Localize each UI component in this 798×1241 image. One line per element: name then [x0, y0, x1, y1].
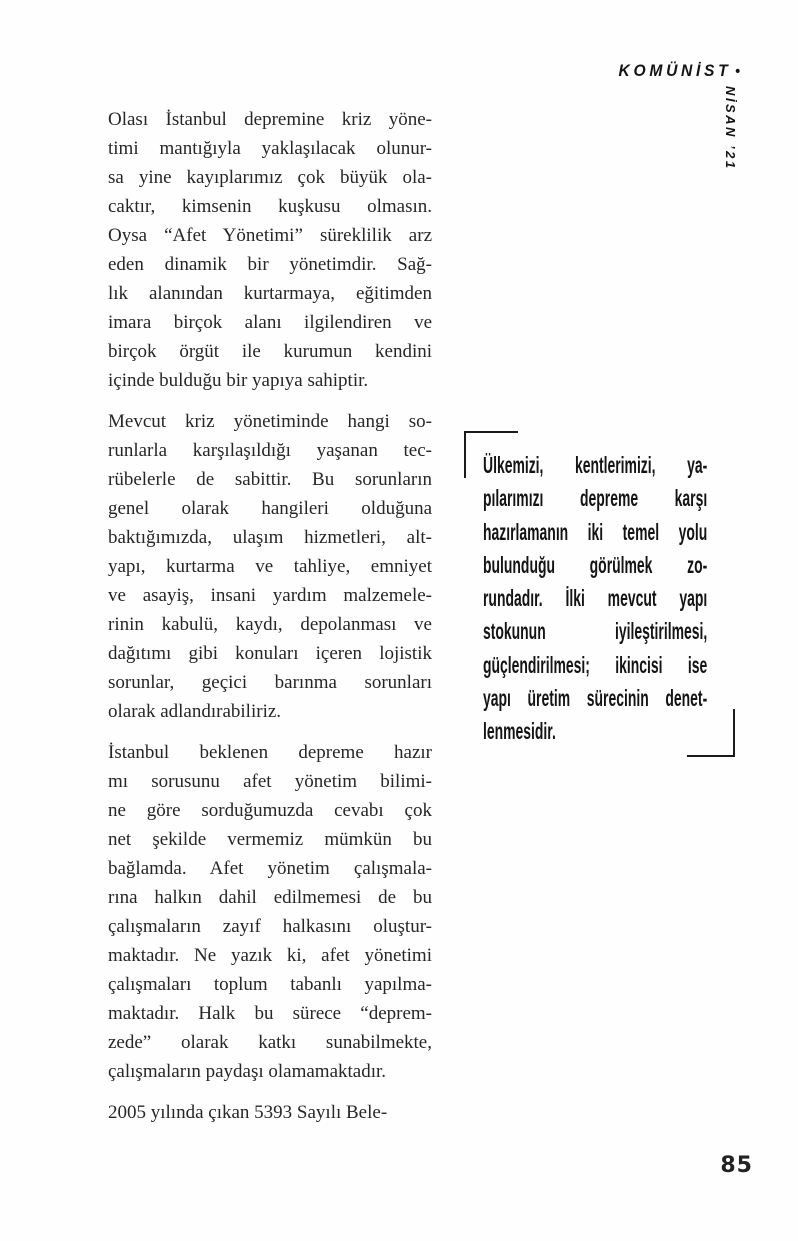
text-line: eden dinamik bir yönetimdir. Sağ-: [108, 254, 432, 275]
text-line: çalışmaları toplum tabanlı yapılma-: [108, 974, 432, 995]
quote-line: güçlendirilmesi; ikincisi ise: [483, 651, 708, 678]
issue-date: NİSAN ’21: [723, 86, 738, 171]
quote-line: yapı üretim sürecinin denet-: [483, 685, 708, 712]
text-line: caktır, kimsenin kuşkusu olmasın.: [108, 196, 432, 217]
paragraph-3: [108, 738, 432, 1086]
text-line: Mevcut kriz yönetiminde hangi so-: [108, 411, 432, 432]
text-line: maktadır. Ne yazık ki, afet yönetimi: [108, 945, 432, 966]
text-line: Oysa “Afet Yönetimi” süreklilik arz: [108, 225, 432, 246]
pull-quote: [483, 449, 707, 749]
quote-line: Ülkemizi, kentlerimizi, ya-: [483, 452, 708, 478]
text-line: zede” olarak katkı sunabilmekte,: [108, 1032, 432, 1053]
text-line: bağlamda. Afet yönetim çalışmala-: [108, 858, 432, 879]
masthead-bullet: •: [735, 63, 740, 80]
text-line: Olası İstanbul depremine kriz yöne-: [108, 109, 432, 130]
quote-line: lenmesidir.: [483, 718, 556, 745]
text-line: İstanbul beklenen depreme hazır: [108, 742, 432, 763]
text-line: ve asayiş, insani yardım malzemele-: [108, 585, 432, 606]
article-body: [108, 105, 432, 1139]
text-line: yapı, kurtarma ve tahliye, emniyet: [108, 556, 432, 577]
magazine-title: KOMÜNİST: [618, 61, 732, 80]
text-line: lık alanından kurtarmaya, eğitimden: [108, 283, 432, 304]
quote-line: bulunduğu görülmek zo-: [483, 551, 708, 578]
quote-line: hazırlamanın iki temel yolu: [483, 518, 708, 545]
text-line: sorunlar, geçici barınma sorunları: [108, 672, 432, 693]
paragraph-4: [108, 1098, 432, 1127]
text-line: çalışmaların zayıf halkasını oluştur-: [108, 916, 432, 937]
paragraph-1: [108, 105, 432, 395]
text-line: içinde bulduğu bir yapıya sahiptir.: [108, 370, 369, 391]
text-line: ne göre sorduğumuzda cevabı çok: [108, 800, 432, 821]
text-line: olarak adlandırabiliriz.: [108, 701, 282, 722]
magazine-masthead: [619, 61, 740, 81]
text-line: birçok örgüt ile kurumun kendini: [108, 341, 432, 362]
text-line: rinin kabulü, kaydı, depolanması ve: [108, 614, 432, 635]
text-line: imara birçok alanı ilgilendiren ve: [108, 312, 432, 333]
text-line: maktadır. Halk bu sürece “deprem-: [108, 1003, 432, 1024]
text-line: genel olarak hangileri olduğuna: [108, 498, 432, 519]
paragraph-2: [108, 407, 432, 726]
quote-line: rundadır. İlki mevcut yapı: [483, 585, 708, 612]
text-line: rübelerle de sabittir. Bu sorunların: [108, 469, 432, 490]
text-line: net şekilde vermemiz mümkün bu: [108, 829, 432, 850]
text-line: rına halkın dahil edilmemesi de bu: [108, 887, 432, 908]
text-line: runlarla karşılaşıldığı yaşanan tec-: [108, 440, 432, 461]
text-line: mı sorusunu afet yönetim bilimi-: [108, 771, 432, 792]
text-line: 2005 yılında çıkan 5393 Sayılı Bele-: [108, 1102, 388, 1123]
text-line: çalışmaların paydaşı olamamaktadır.: [108, 1061, 387, 1082]
text-line: sa yine kayıplarımız çok büyük ola-: [108, 167, 432, 188]
quote-line: pılarımızı depreme karşı: [483, 485, 708, 512]
page-number: 85: [720, 1153, 753, 1178]
quote-line: stokunun iyileştirilmesi,: [483, 618, 708, 645]
quote-bracket-bottom-right: [687, 709, 735, 757]
text-line: dağıtımı gibi konuları içeren lojistik: [108, 643, 432, 664]
text-line: timi mantığıyla yaklaşılacak olunur-: [108, 138, 432, 159]
text-line: baktığımızda, ulaşım hizmetleri, alt-: [108, 527, 432, 548]
